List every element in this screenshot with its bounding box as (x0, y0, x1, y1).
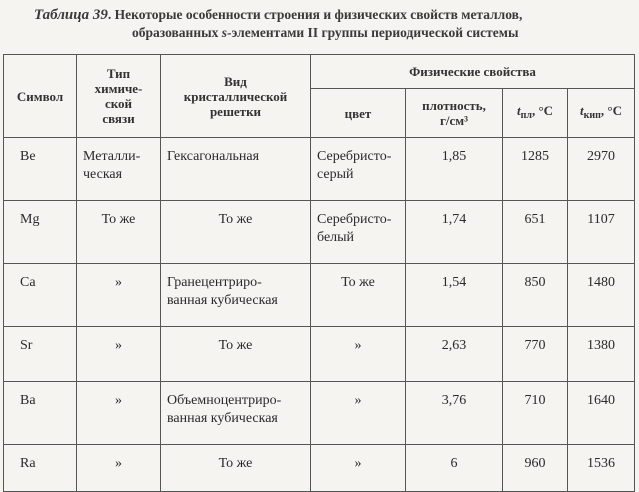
caption-s-letter: s (221, 25, 228, 40)
cell-bond: Металли- ческая (77, 138, 161, 201)
t-letter: t (580, 103, 584, 118)
boil-subscript: кип (583, 110, 601, 121)
metals-properties-table (3, 54, 635, 492)
unit-label: , °С (531, 103, 554, 118)
unit-label: , °С (600, 103, 623, 118)
cell-color: » (311, 382, 406, 445)
cell-color: То же (311, 264, 406, 327)
cell-symbol: Sr (4, 327, 77, 382)
table-row (4, 327, 635, 382)
cell-symbol: Mg (4, 201, 77, 264)
table-row (4, 382, 635, 445)
cell-density: 1,85 (406, 138, 503, 201)
cell-color: Серебристо- белый (311, 201, 406, 264)
cell-melt: 651 (503, 201, 568, 264)
caption-line-2-start: образованных (132, 25, 222, 40)
cell-color: » (311, 327, 406, 382)
cell-symbol: Be (4, 138, 77, 201)
cell-density: 1,54 (406, 264, 503, 327)
cell-symbol: Ca (4, 264, 77, 327)
cell-boil: 1536 (568, 445, 635, 492)
table-row (4, 264, 635, 327)
cell-lattice: То же (161, 327, 311, 382)
header-row-1 (4, 55, 635, 89)
table-number: Таблица 39 (34, 7, 108, 23)
cell-symbol: Ba (4, 382, 77, 445)
header-melting-point (503, 89, 568, 138)
cell-boil: 2970 (568, 138, 635, 201)
caption-line-1: . Некоторые особенности строения и физических свойств металлов, (107, 7, 523, 22)
cell-density: 3,76 (406, 382, 503, 445)
cell-color: » (311, 445, 406, 492)
table-row (4, 138, 635, 201)
cell-melt: 960 (503, 445, 568, 492)
cell-bond: » (77, 445, 161, 492)
caption-line-2 (34, 24, 634, 41)
t-letter: t (516, 103, 521, 118)
cell-boil: 1480 (568, 264, 635, 327)
cell-melt: 850 (503, 264, 568, 327)
cell-density: 6 (406, 445, 503, 492)
cell-boil: 1107 (568, 201, 635, 264)
caption-line-2-end: -элементами II группы периодической системы (227, 25, 519, 40)
header-bond-type: Тип химиче- ской связи (77, 55, 161, 138)
cell-lattice: Объемноцентриро- ванная кубическая (161, 382, 311, 445)
header-lattice: Вид кристаллической решетки (161, 55, 311, 138)
header-density: плотность, г/см³ (406, 89, 503, 138)
header-boiling-point (568, 89, 635, 138)
cell-color: Серебристо- серый (311, 138, 406, 201)
cell-boil: 1640 (568, 382, 635, 445)
table-row (4, 201, 635, 264)
cell-melt: 770 (503, 327, 568, 382)
cell-boil: 1380 (568, 327, 635, 382)
cell-bond: » (77, 264, 161, 327)
cell-bond: То же (77, 201, 161, 264)
cell-lattice: Гранецентриро- ванная кубическая (161, 264, 311, 327)
cell-bond: » (77, 327, 161, 382)
cell-bond: » (77, 382, 161, 445)
table-caption (34, 6, 634, 41)
table-row (4, 445, 635, 492)
header-physical-properties: Физические свойства (311, 55, 635, 89)
header-color: цвет (311, 89, 406, 138)
cell-density: 2,63 (406, 327, 503, 382)
cell-lattice: То же (161, 201, 311, 264)
cell-melt: 1285 (503, 138, 568, 201)
cell-melt: 710 (503, 382, 568, 445)
cell-lattice: То же (161, 445, 311, 492)
cell-lattice: Гексагональная (161, 138, 311, 201)
melt-subscript: пл (520, 110, 532, 121)
cell-symbol: Ra (4, 445, 77, 492)
cell-density: 1,74 (406, 201, 503, 264)
header-symbol: Символ (4, 55, 77, 138)
